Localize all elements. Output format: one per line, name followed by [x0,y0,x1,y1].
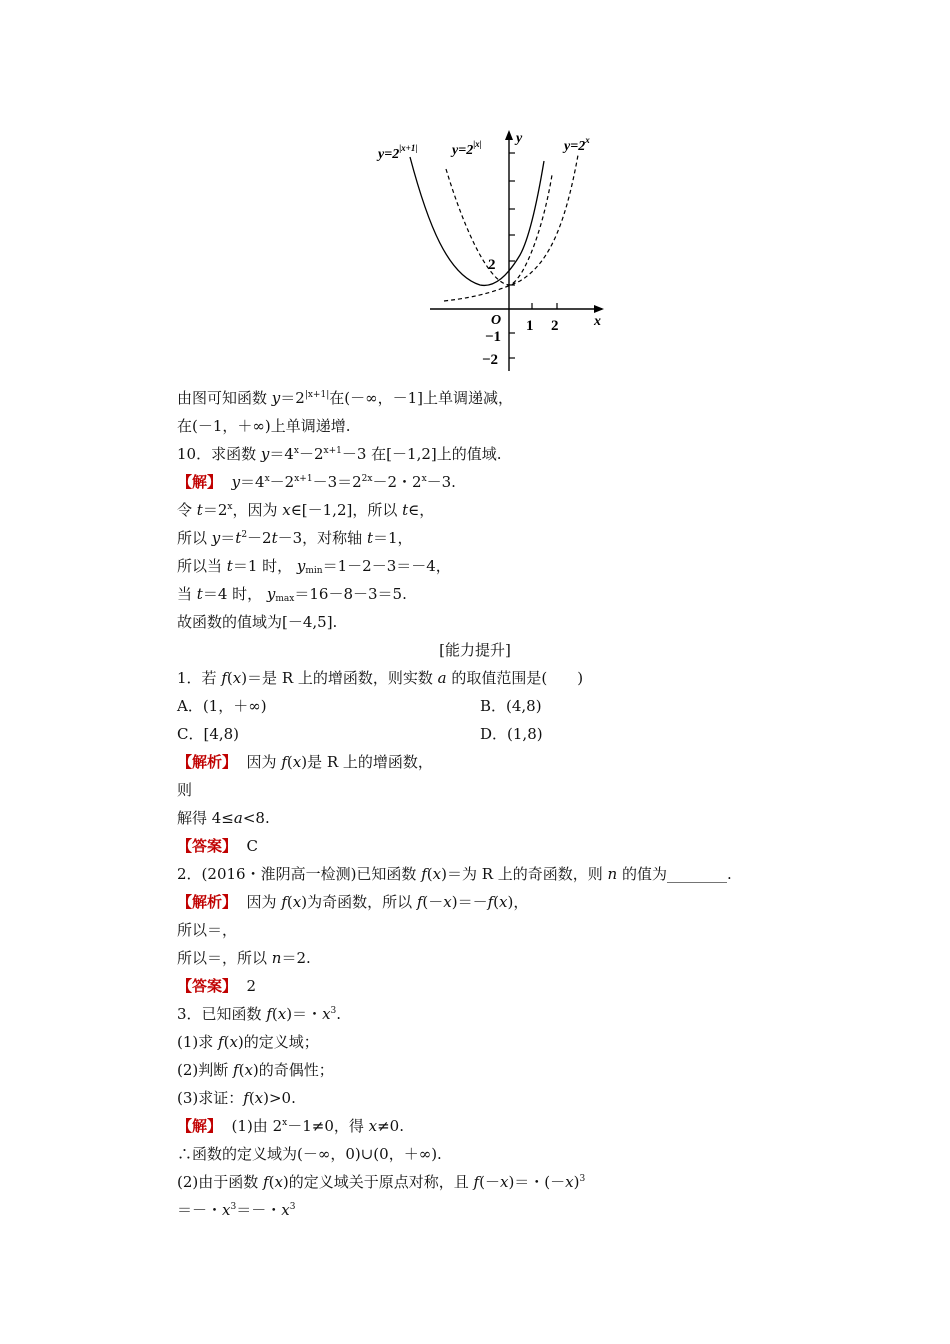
answer-tag: 【答案】 [177,977,238,995]
x-tick-2: 2 [551,318,559,334]
answer-tag: 【答案】 [177,837,238,855]
label-right: y=2 [564,139,586,154]
label-mid: y=2 [452,143,474,158]
option-b: B．(4,8) [480,697,542,715]
y-axis-label: y [516,131,523,146]
label-left-exp: |x+1| [399,143,418,153]
analysis-tag: 【解析】 [177,753,238,771]
solution-tag: 【解】 [177,473,223,491]
question-10: 10．求函数 $y=4^x-2^{x+1}-3$ 在[－1,2]上的值域. [177,445,502,463]
section-heading: [能力提升] [439,641,511,659]
label-left: y=2 [378,147,400,162]
option-d-line [480,722,543,746]
option-a: A．(1，＋∞) [177,697,267,715]
function-graph [370,125,620,375]
question-3-part-2: (2)判断 f(x)的奇偶性； [177,1061,334,1079]
svg-text:y=2x [562,135,590,154]
analysis-1-line-2: 则 [177,781,193,799]
origin-label: O [491,313,502,328]
solution-10-line-3: 所以 $y=t^2-2t-3$，对称轴 t＝1， [177,529,413,547]
curve-y-2-x [444,155,578,301]
y-tick-m2: −2 [482,352,499,368]
solution-10-line-5: 当 t＝4 时， $y_{max}=16-8-3=5$. [177,585,407,604]
y-tick-m1: −1 [485,329,502,345]
option-c: C．[4,8) [177,725,240,743]
option-b-line [480,694,542,718]
graph-labels [376,131,601,368]
question-1: 1．若 f(x)＝是 R 上的增函数，则实数 a 的取值范围是( ) [177,669,584,687]
solution-10-line-2: 令 $t=2^x$，因为 x∈[－1,2]，所以 t∈， [177,501,435,519]
analysis-2-line-2: 所以＝， [177,921,238,939]
x-tick-1: 1 [526,318,534,334]
y-tick-2: 2 [488,257,496,273]
svg-text:y=2|x| [450,139,482,158]
solution-3-line-2: ∴函数的定义域为(－∞，0)∪(0，＋∞). [177,1145,442,1163]
solution-3-line-3: (2)由于函数 f(x)的定义域关于原点对称，且 f(－x)＝・$(-x)^3$ [177,1173,586,1191]
question-3-part-3: (3)求证：f(x)>0. [177,1089,296,1107]
label-right-exp: x [585,135,590,145]
question-3-part-1: (1)求 f(x)的定义域； [177,1033,319,1051]
answer-1: 【答案】 C [177,837,259,855]
analysis-1-line-1: 【解析】 因为 f(x)是 R 上的增函数， [177,753,433,771]
solution-3-line-1: 【解】 (1)由 $2^x-1\ne 0$，得 x≠0. [177,1117,404,1135]
answer-2: 【答案】 2 [177,977,257,995]
options-cd [177,722,239,746]
solution-tag: 【解】 [177,1117,223,1135]
curve-y-2-abs-x-plus-1 [410,157,544,285]
axes [430,130,604,371]
analysis-2-line-1: 【解析】 因为 f(x)为奇函数，所以 f(－x)＝－f(x)， [177,893,529,911]
question-2: 2．(2016・淮阴高一检测)已知函数 f(x)＝为 R 上的奇函数，则 n 的值为________. [177,865,732,883]
question-3: 3．已知函数 f(x)＝・$x^3$. [177,1005,342,1023]
solution-3-line-4: ＝－・$x^3=-$・$x^3$ [177,1201,296,1219]
text-line-2: 在(－1，＋∞)上单调递增. [177,417,351,435]
solution-10-line-6: 故函数的值域为[－4,5]. [177,613,338,631]
analysis-1-line-3: 解得 4≤a<8. [177,809,270,827]
solution-10-line-1: 【解】 $y=4^x-2^{x+1}-3=2^{2x}-2$・$2^x-3$. [177,473,456,491]
analysis-tag: 【解析】 [177,893,238,911]
x-axis-label: x [594,314,601,329]
label-mid-exp: |x| [473,139,482,149]
solution-10-line-4: 所以当 t＝1 时， $y_{min}=1-2-3=-4$， [177,557,451,576]
analysis-2-line-3: 所以＝，所以 n＝2. [177,949,311,967]
options-ab [177,694,267,718]
text-line-1: 由图可知函数 $y=2^{|x+1|}$在(－∞，－1]上单调递减， [177,389,513,407]
option-d: D．(1,8) [480,725,543,743]
